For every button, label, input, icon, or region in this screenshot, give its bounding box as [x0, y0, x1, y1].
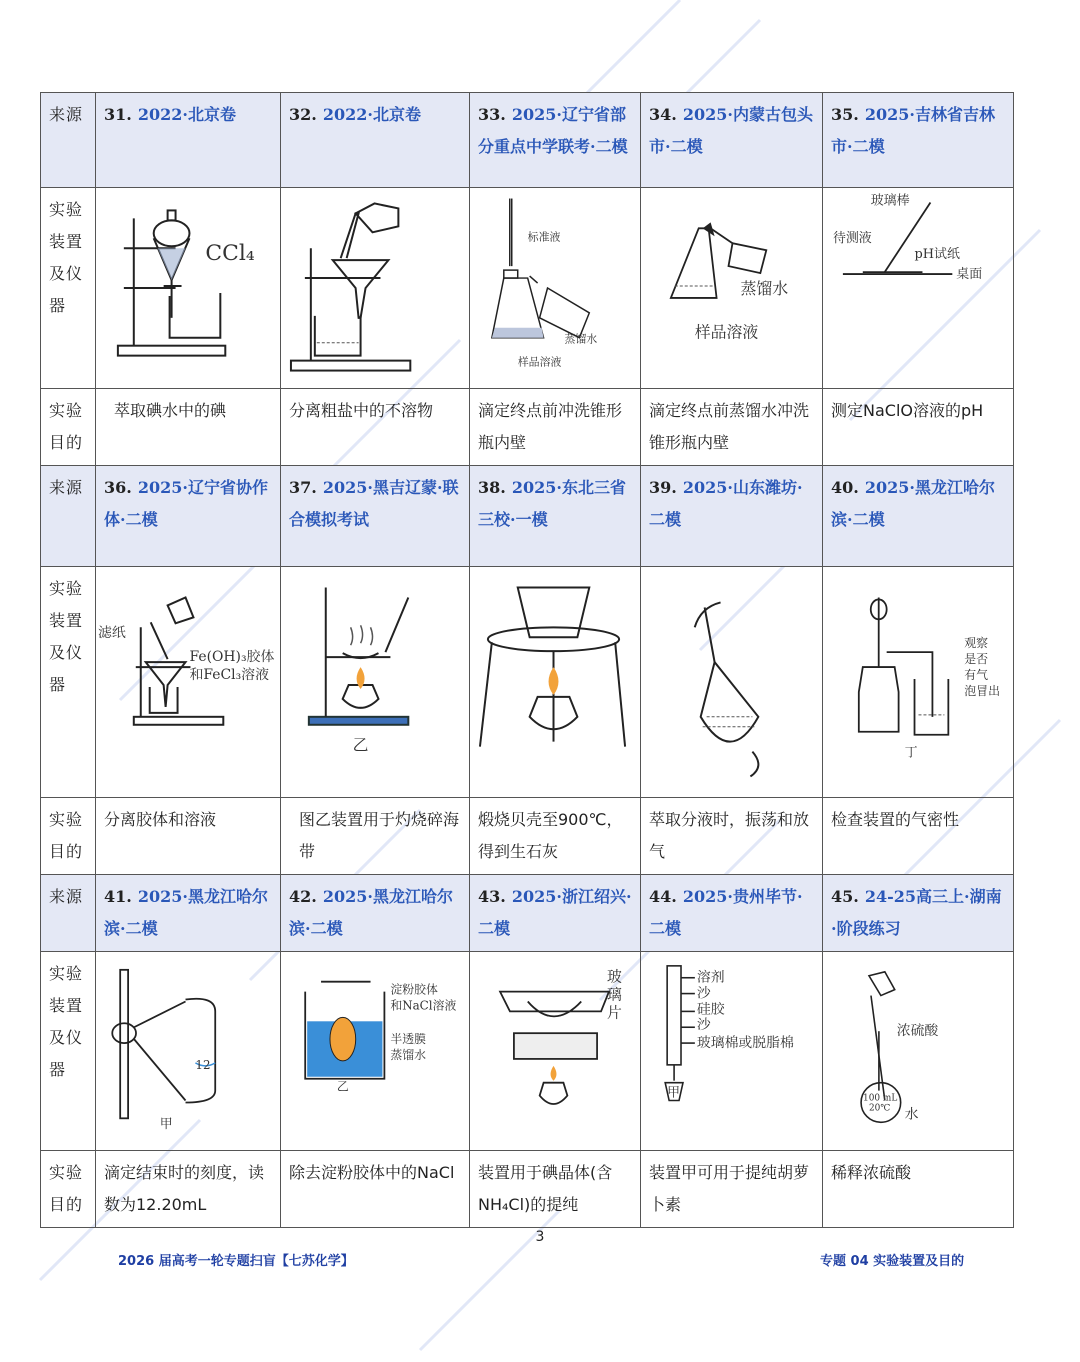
label-sample: 样品溶液 — [517, 355, 562, 369]
source-cell-40: 40. 2025·黑龙江哈尔滨·二模 — [823, 466, 1014, 567]
label-12: 12 — [195, 1057, 211, 1072]
source-row-2 — [41, 466, 1014, 567]
label-jia: 甲 — [667, 1085, 681, 1101]
figure-41-burette-reading — [96, 952, 281, 1151]
purpose-32: 分离粗盐中的不溶物 — [281, 389, 470, 466]
purpose-label: 实验目的 — [41, 1151, 96, 1228]
figure-45-dilution — [823, 952, 1014, 1151]
label-sand: 沙 — [696, 985, 711, 1002]
figure-44-column — [641, 952, 823, 1151]
purpose-39: 萃取分液时，振荡和放气 — [641, 798, 823, 875]
label-100ml: 100 mL — [863, 1093, 898, 1104]
source-label: 来源 — [41, 93, 96, 188]
figure-39-separatory-shaking — [641, 567, 823, 798]
source-cell-37: 37. 2025·黑吉辽蒙·联合模拟考试 — [281, 466, 470, 567]
label-silica: 硅胶 — [696, 1001, 725, 1018]
label-glass-2: 璃 — [606, 985, 622, 1004]
label-bubbles: 泡冒出 — [964, 683, 1001, 698]
apparatus-row-2 — [41, 567, 1014, 798]
source-cell-35: 35. 2025·吉林省吉林市·二模 — [823, 93, 1014, 188]
purpose-44: 装置甲可用于提纯胡萝卜素 — [641, 1151, 823, 1228]
source-cell-44: 44. 2025·贵州毕节·二模 — [641, 875, 823, 952]
page-number: 3 — [535, 1229, 545, 1245]
label-desktop: 桌面 — [956, 267, 983, 283]
apparatus-label: 实验装置及仪器 — [41, 567, 96, 798]
purpose-36: 分离胶体和溶液 — [96, 798, 281, 875]
figure-37-burning-seaweed — [281, 567, 470, 798]
label-whether: 是否 — [964, 652, 989, 667]
source-cell-39: 39. 2025·山东潍坊·二模 — [641, 466, 823, 567]
label-filter-paper: 滤纸 — [97, 625, 126, 642]
label-sample: 样品溶液 — [694, 322, 759, 342]
apparatus-row-1 — [41, 188, 1014, 389]
label-starch: 淀粉胶体 — [390, 982, 438, 997]
purpose-38: 煅烧贝壳至900℃，得到生石灰 — [470, 798, 641, 875]
figure-40-airtightness — [823, 567, 1014, 798]
source-label: 来源 — [41, 466, 96, 567]
label-glass-rod: 玻璃棒 — [870, 193, 910, 209]
purpose-34: 滴定终点前蒸馏水冲洗锥形瓶内壁 — [641, 389, 823, 466]
source-cell-36: 36. 2025·辽宁省协作体·二模 — [96, 466, 281, 567]
label-distilled: 蒸馏水 — [564, 332, 598, 346]
purpose-33: 滴定终点前冲洗锥形瓶内壁 — [470, 389, 641, 466]
label-glass-3: 片 — [606, 1003, 622, 1022]
purpose-31: 萃取碘水中的碘 — [96, 389, 281, 466]
purpose-40: 检查装置的气密性 — [823, 798, 1014, 875]
source-cell-31: 31. 2022·北京卷 — [96, 93, 281, 188]
source-row-3 — [41, 875, 1014, 952]
purpose-label: 实验目的 — [41, 389, 96, 466]
experiment-table — [40, 92, 1014, 1228]
label-solvent: 溶剂 — [696, 969, 725, 986]
label-sand-2: 沙 — [696, 1017, 711, 1034]
figure-43-sublimation — [470, 952, 641, 1151]
apparatus-label: 实验装置及仪器 — [41, 952, 96, 1151]
figure-42-dialysis — [281, 952, 470, 1151]
label-conc-acid: 浓硫酸 — [896, 1023, 939, 1040]
source-cell-33: 33. 2025·辽宁省部分重点中学联考·二模 — [470, 93, 641, 188]
figure-33-wash-bottle — [470, 188, 641, 389]
label-test-liquid: 待测液 — [832, 231, 872, 247]
label-glass-1: 玻 — [606, 967, 622, 986]
purpose-row-1 — [41, 389, 1014, 466]
purpose-37: 图乙装置用于灼烧碎海带 — [281, 798, 470, 875]
figure-36-filtration — [96, 567, 281, 798]
label-ding: 丁 — [904, 745, 918, 761]
label-membrane: 半透膜 — [390, 1032, 426, 1047]
source-row-1 — [41, 93, 1014, 188]
figure-32-filtration — [281, 188, 470, 389]
label-yi: 乙 — [352, 735, 369, 755]
purpose-label: 实验目的 — [41, 798, 96, 875]
source-cell-32: 32. 2022·北京卷 — [281, 93, 470, 188]
label-have-gas: 有气 — [964, 668, 989, 683]
label-observe: 观察 — [964, 636, 989, 651]
figure-31-separatory-funnel — [96, 188, 281, 389]
source-cell-45: 45. 24-25高三上·湖南·阶段练习 — [823, 875, 1014, 952]
source-cell-34: 34. 2025·内蒙古包头市·二模 — [641, 93, 823, 188]
label-fecl3: 和FeCl₃溶液 — [189, 667, 269, 684]
source-cell-42: 42. 2025·黑龙江哈尔滨·二模 — [281, 875, 470, 952]
source-cell-41: 41. 2025·黑龙江哈尔滨·二模 — [96, 875, 281, 952]
figure-34-wash-bottle — [641, 188, 823, 389]
label-jia: 甲 — [159, 1117, 173, 1133]
label-20c: 20℃ — [868, 1103, 891, 1114]
purpose-35: 测定NaClO溶液的pH — [823, 389, 1014, 466]
label-distilled: 蒸馏水 — [740, 278, 789, 298]
footer-left: 2026 届高考一轮专题扫盲【七苏化学】 — [118, 1254, 354, 1269]
label-ccl4: CCl₄ — [205, 241, 255, 267]
purpose-45: 稀释浓硫酸 — [823, 1151, 1014, 1228]
purpose-row-2 — [41, 798, 1014, 875]
source-label: 来源 — [41, 875, 96, 952]
label-colloid: Fe(OH)₃胶体 — [189, 649, 275, 666]
label-yi: 乙 — [336, 1079, 349, 1094]
label-water: 水 — [904, 1106, 919, 1123]
apparatus-label: 实验装置及仪器 — [41, 188, 96, 389]
purpose-43: 装置用于碘晶体(含NH₄Cl)的提纯 — [470, 1151, 641, 1228]
source-cell-38: 38. 2025·东北三省三校·一模 — [470, 466, 641, 567]
label-glass-wool: 玻璃棉或脱脂棉 — [696, 1035, 794, 1052]
purpose-42: 除去淀粉胶体中的NaCl — [281, 1151, 470, 1228]
label-nacl: 和NaCl溶液 — [390, 998, 457, 1013]
purpose-row-3 — [41, 1151, 1014, 1228]
footer-right: 专题 04 实验装置及目的 — [820, 1254, 965, 1269]
figure-38-crucible-tripod — [470, 567, 641, 798]
apparatus-row-3 — [41, 952, 1014, 1151]
label-distilled: 蒸馏水 — [390, 1047, 426, 1062]
source-cell-43: 43. 2025·浙江绍兴·二模 — [470, 875, 641, 952]
purpose-41: 滴定结束时的刻度，读数为12.20mL — [96, 1151, 281, 1228]
figure-35-ph-paper — [823, 188, 1014, 389]
label-standard: 标准液 — [527, 230, 561, 244]
label-ph-paper: pH试纸 — [914, 247, 960, 263]
